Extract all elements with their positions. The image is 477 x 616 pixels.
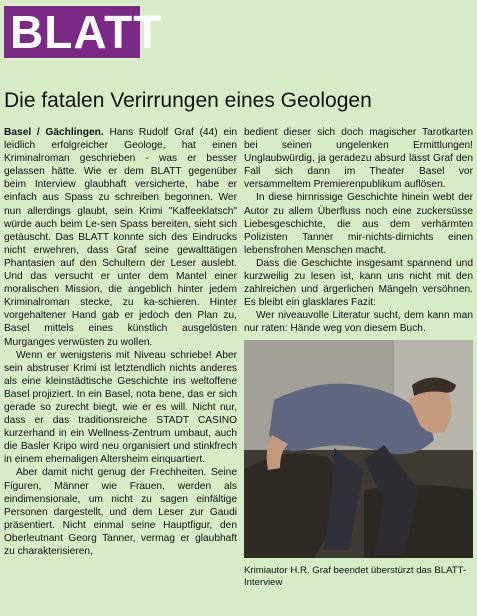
paragraph: Wenn er wenigstens mit Niveau schriebe! Aber sein abstruser Krimi ist letztendlich nichts anderes als eine kleinstädtische Geschichte ins weltoffene Basel projiziert. In ein Basel, nota bene, das er sich gerade so zurecht biegt, wie er es will. Nicht nur, dass er das traditionsreiche STADT CASINO kurzerhand in ein Wellness-Zentrum umbaut, auch die Basler Kripo wird neu organisiert und stinkfrech in einem ehemaligen Altersheim einquartiert.	[4, 349, 237, 466]
paragraph: Wer niveauvolle Literatur sucht, dem kann man nur raten: Hände weg von diesem Buch.	[244, 310, 473, 335]
paragraph: Aber damit nicht genug der Frechheiten. Seine Figuren, Männer wie Frauen, werden als eindimensionale, um nicht zu sagen einfältige Personen dargestellt, und dem Leser zur Gaudi präsentiert. Nicht einmal seine Hauptfigur, den Oberleutnant Georg Tanner, vermag er glaubhaft zu charakterisieren,	[4, 467, 237, 557]
paragraph-text: Hans Rudolf Graf (44) ein leidlich erfolgreicher Geologe, hat einen Kriminalroman geschrieben - was er besser gelassen hätte. Wie er dem BLATT gegenüber beim Interview glaubhaft versicherte, habe er einfach aus Spass zu schreiben begonnen. Wer nun allerdings glaubt, sein Krimi "Kaffeeklatsch" würde auch beim Le-sen Spass bereiten, sieht sich getäuscht. Das BLATT konnte sich des Eindrucks nicht erwehren, dass Graf seine gewalttätigen Phantasien auf den Schultern der Leser auslebt. Und das versucht er unter dem Mantel einer moralischen Mission, die angeblich hinter jedem Kriminalroman stecke, zu ka-schieren. Hinter vorgehaltener Hand gab er jedoch den Plan zu, Basel mittels eines künstlich ausgelösten Murganges verwüsten zu wollen.	[4, 127, 237, 348]
paragraph	[4, 126, 237, 349]
author-photo	[244, 340, 473, 558]
paragraph: Dass die Geschichte insgesamt spannend und kurzweilig zu lesen ist, kann uns nicht mit den zahlreichen und ärgerlichen Mängeln versöhnen. Es bleibt ein glasklares Fazit:	[244, 257, 473, 309]
article-column-1	[4, 126, 237, 558]
masthead-logo: BLATT	[4, 6, 140, 58]
article-column-2	[244, 126, 473, 336]
paragraph: bedient dieser sich doch magischer Tarotkarten bei seinen ungelenken Ermittlungen! Unglaubwürdig, ja geradezu absurd lässt Graf den Fall sich dann im Theater Basel vor versammeltem Premierenpublikum auflösen.	[244, 127, 473, 191]
author-photo-illustration	[244, 340, 473, 558]
photo-caption: Krimiautor H.R. Graf beendet überstürzt das BLATT-Interview	[244, 565, 467, 588]
paragraph: In diese hirnrissige Geschichte hinein webt der Autor zu allem Überfluss noch eine zuckersüsse Liebesgeschichte, die aus dem verhärmten Polizisten Tanner mir-nichts-dirnichts einen lebensfrohen Menschen macht.	[244, 192, 473, 256]
headline: Die fatalen Verirrungen eines Geologen	[4, 89, 372, 112]
dateline: Basel / Gächlingen.	[4, 127, 104, 138]
